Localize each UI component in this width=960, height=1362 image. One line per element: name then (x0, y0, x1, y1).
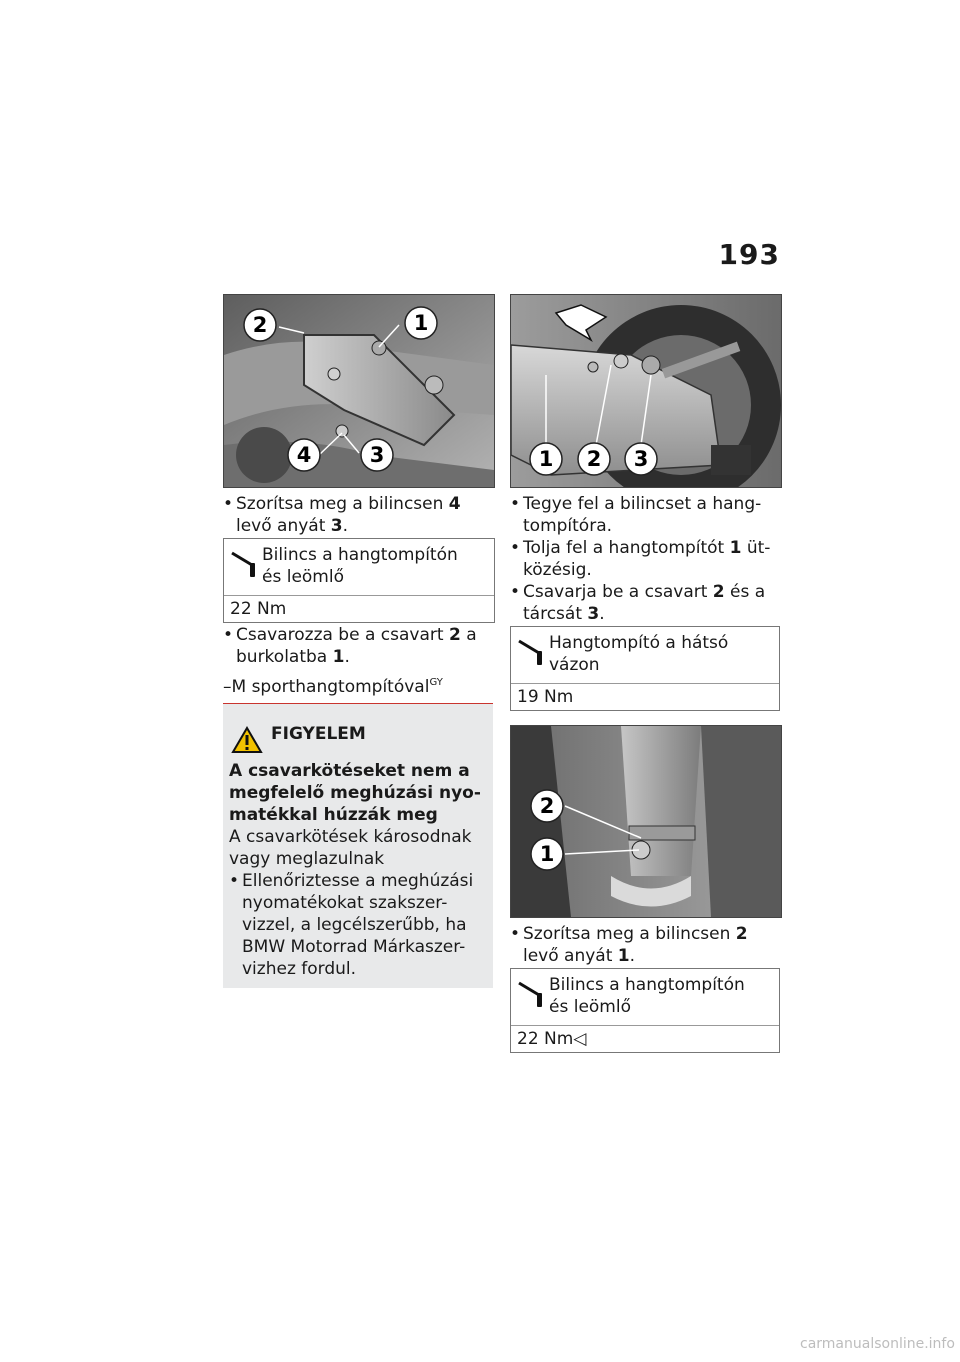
step-fit-clamp: • Tegye fel a bilincset a hang- tompítóra. (510, 493, 780, 537)
torque-box-clamp (223, 538, 495, 623)
footer-watermark: carmanualsonline.info (800, 1336, 955, 1352)
callout-label: 2 (539, 794, 555, 818)
callout-label: 2 (586, 447, 602, 471)
callout-label: 1 (538, 447, 554, 471)
callout-label: 2 (252, 313, 268, 337)
callout-label: 1 (413, 311, 429, 335)
warning-triangle-icon (231, 726, 263, 754)
torque-desc-line2: és leömlő (262, 567, 344, 587)
torque-desc-line2: és leömlő (549, 997, 631, 1017)
torque-desc-line2: vázon (549, 655, 600, 675)
torque-wrench-icon (230, 549, 260, 579)
muffler-install-photo (510, 294, 782, 488)
note-title: FIGYELEM (271, 724, 366, 744)
torque-box-rear-frame (510, 626, 780, 711)
note-body: A csavarkötések károsodnak (229, 827, 472, 847)
torque-desc-line1: Bilincs a hangtompítón (262, 545, 458, 565)
note-bullet: • Ellenőriztesse a meghúzási nyomatékokat szakszer- vizzel, a legcélszerűbb, ha BMW Motorrad Márkaszer- vizhez fordul. (229, 870, 489, 980)
step-screw-bolt: • Csavarozza be a csavart 2 a burkolatba 1. (223, 624, 493, 668)
torque-wrench-icon (517, 637, 547, 667)
torque-box-clamp-2 (510, 968, 780, 1053)
note-heading: matékkal húzzák meg (229, 805, 438, 825)
torque-value: 22 Nm (230, 599, 287, 619)
callout-label: 3 (633, 447, 649, 471)
torque-desc-line1: Bilincs a hangtompítón (549, 975, 745, 995)
step-tighten-clamp-nut: • Szorítsa meg a bilincsen 2 levő anyát 1. (510, 923, 780, 967)
torque-wrench-icon (517, 979, 547, 1009)
callout-label: 4 (296, 443, 312, 467)
note-heading: megfelelő meghúzási nyo- (229, 783, 481, 803)
note-heading: A csavarkötéseket nem a (229, 761, 470, 781)
callout-label: 3 (369, 443, 385, 467)
step-screw-bolt-washer: • Csavarja be a csavart 2 és a tárcsát 3. (510, 581, 780, 625)
warning-note (223, 703, 493, 988)
callout-label: 1 (539, 842, 555, 866)
note-body: vagy meglazulnak (229, 849, 385, 869)
torque-desc-line1: Hangtompító a hátsó (549, 633, 729, 653)
page-number: 193 (718, 238, 780, 271)
step-tighten-clamp: • Szorítsa meg a bilincsen 4 levő anyát 3. (223, 493, 493, 537)
step-push-muffler: • Tolja fel a hangtompítót 1 üt- közésig. (510, 537, 780, 581)
exhaust-clamp-photo (223, 294, 495, 488)
torque-value: 22 Nm◁ (517, 1029, 587, 1049)
muffler-clamp-photo (510, 725, 782, 918)
section-heading: –M sporthangtompítóval$^{GY}$ (223, 677, 443, 697)
torque-value: 19 Nm (517, 687, 574, 707)
